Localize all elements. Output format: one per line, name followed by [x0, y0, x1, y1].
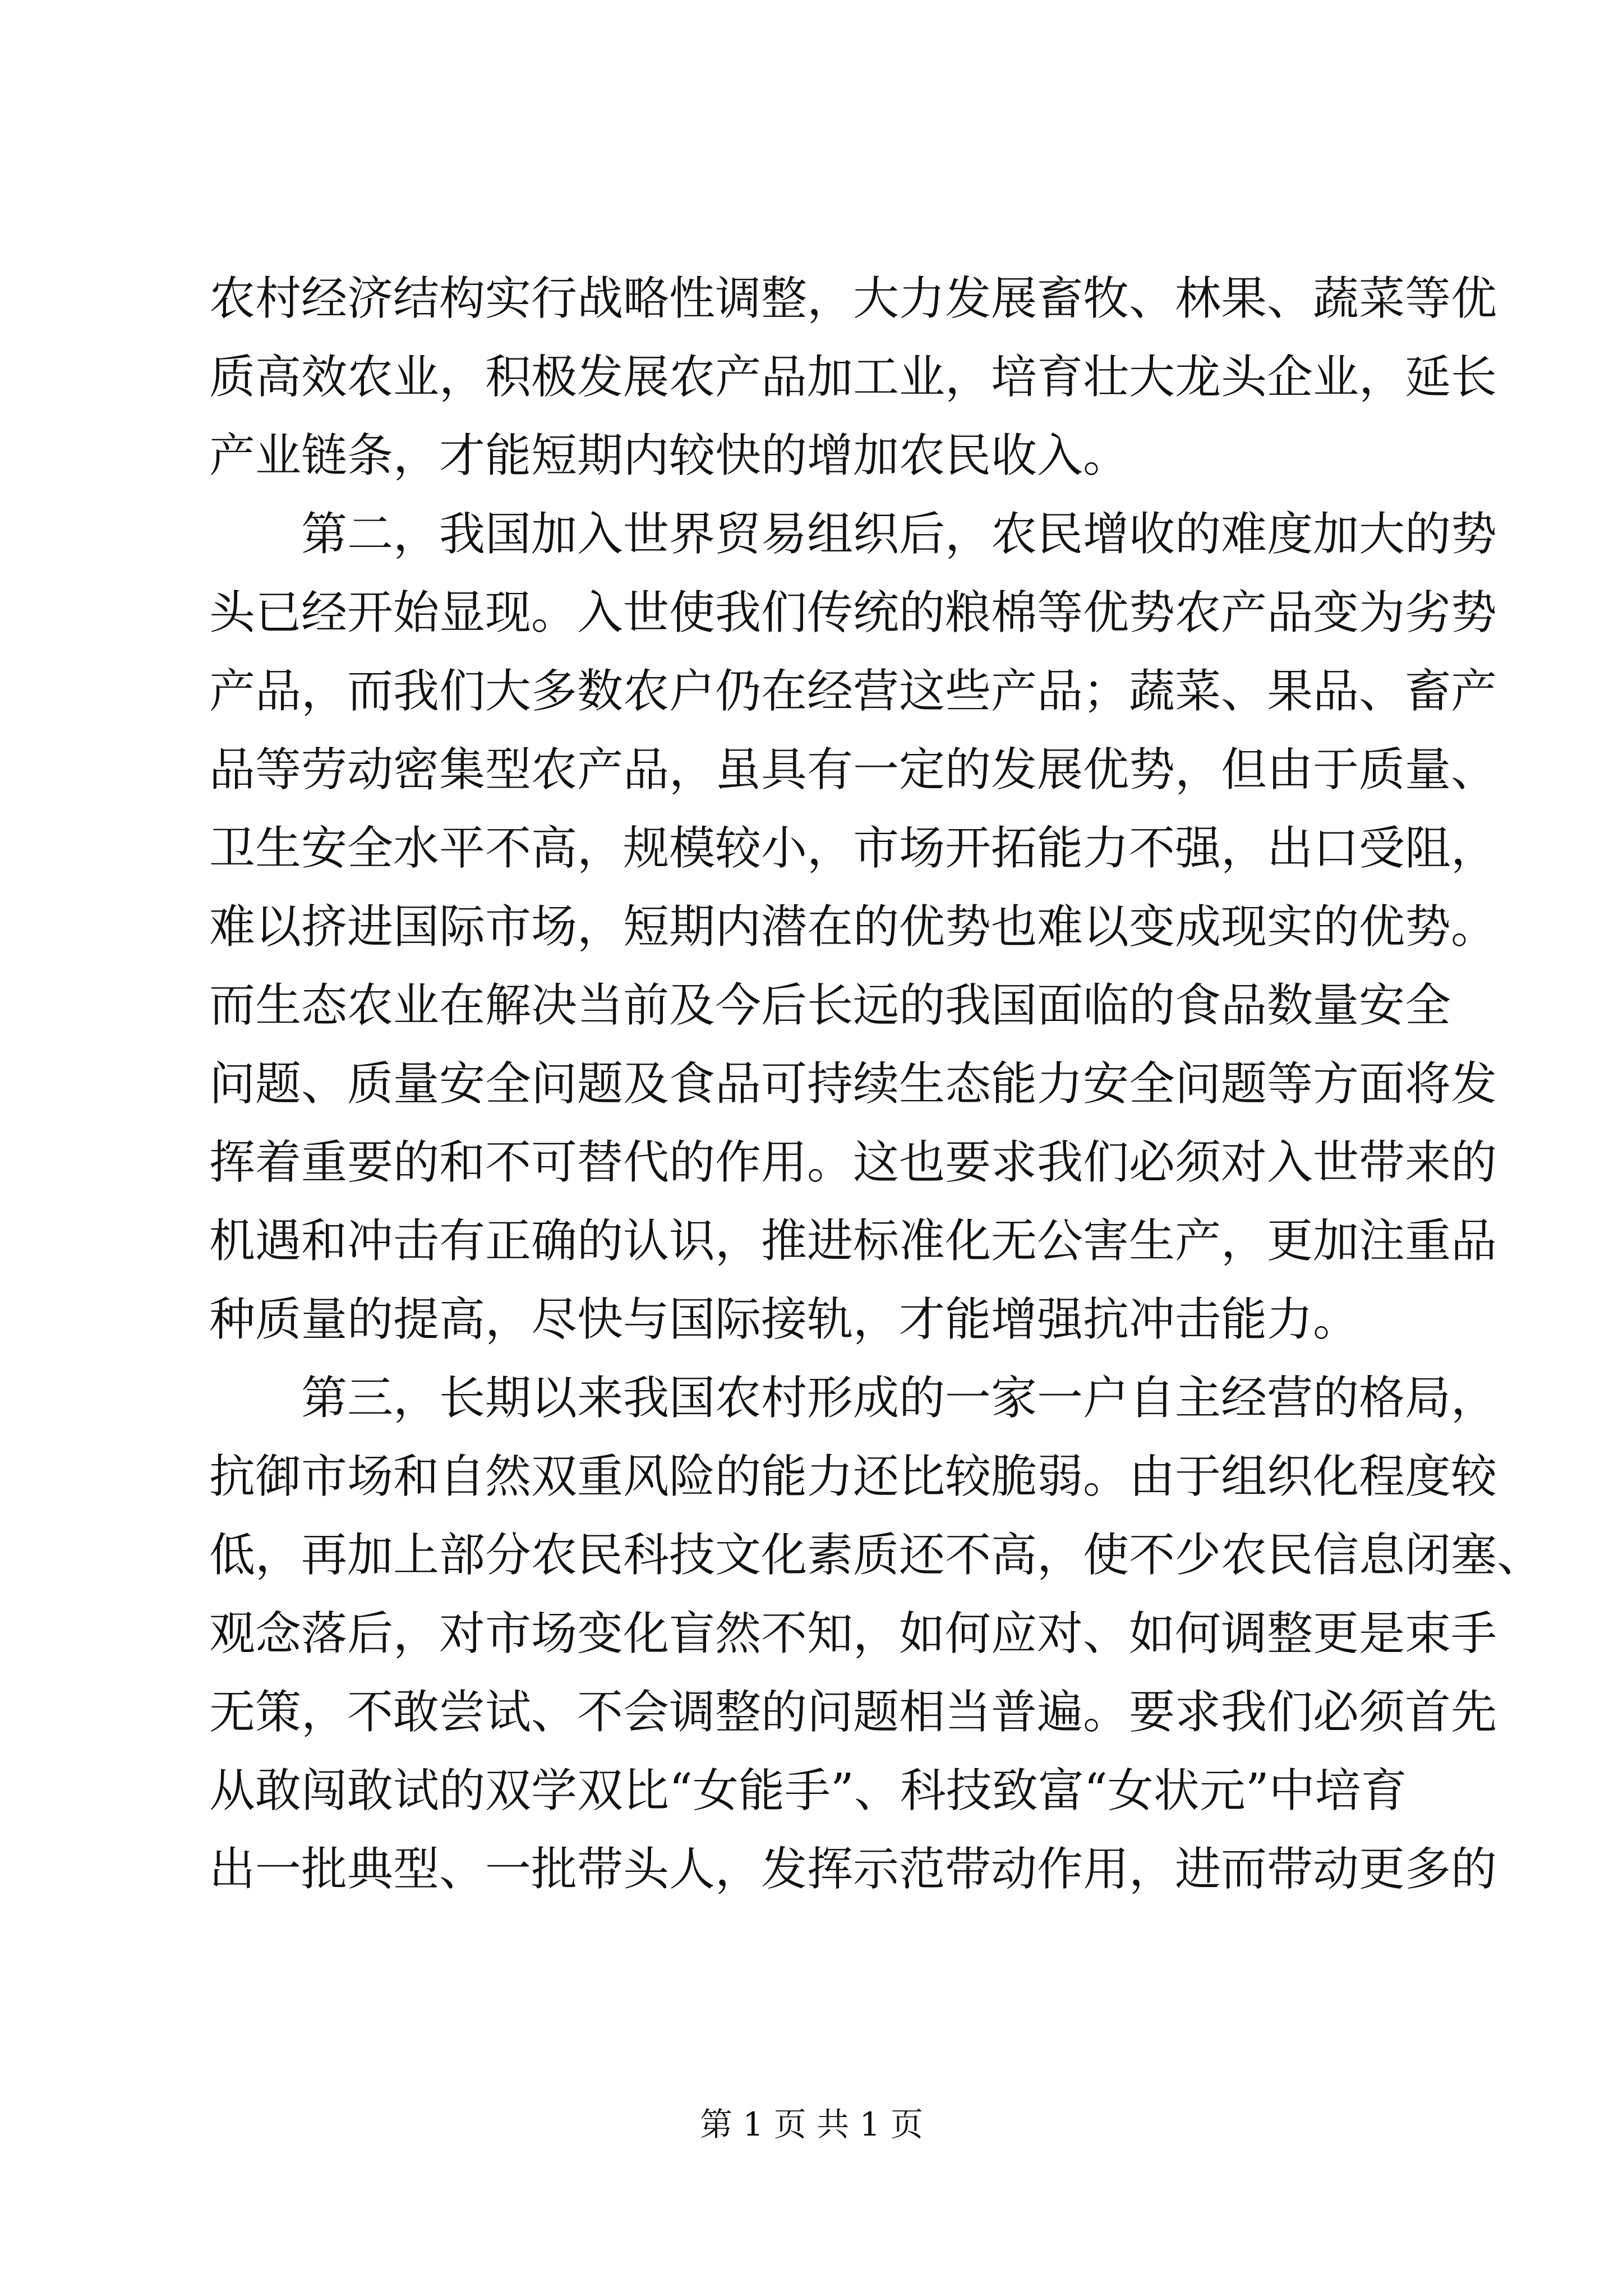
text-line: 产品，而我们大多数农户仍在经营这些产品；蔬菜、果品、畜产	[209, 665, 1497, 718]
paragraph-start-line: 第二，我国加入世界贸易组织后，农民增收的难度加大的势	[301, 508, 1497, 561]
page-footer: 第 1 页 共 1 页	[700, 2105, 923, 2143]
text-line: 而生态农业在解决当前及今后长远的我国面临的食品数量安全	[209, 979, 1451, 1032]
text-line: 卫生安全水平不高，规模较小，市场开拓能力不强，出口受阻，	[209, 822, 1497, 875]
text-line: 难以挤进国际市场，短期内潜在的优势也难以变成现实的优势。	[209, 900, 1497, 954]
text-line: 挥着重要的和不可替代的作用。这也要求我们必须对入世带来的	[209, 1136, 1497, 1189]
paragraph-start-line: 第三，长期以来我国农村形成的一家一户自主经营的格局，	[301, 1372, 1497, 1425]
text-line: 种质量的提高，尽快与国际接轨，才能增强抗冲击能力。	[209, 1293, 1359, 1346]
text-line: 抗御市场和自然双重风险的能力还比较脆弱。由于组织化程度较	[209, 1450, 1497, 1503]
text-line: 低，再加上部分农民科技文化素质还不高，使不少农民信息闭塞、	[209, 1529, 1543, 1582]
text-line: 出一批典型、一批带头人，发挥示范带动作用，进而带动更多的	[209, 1843, 1497, 1896]
text-line: 问题、质量安全问题及食品可持续生态能力安全问题等方面将发	[209, 1057, 1497, 1111]
text-line: 头已经开始显现。入世使我们传统的粮棉等优势农产品变为劣势	[209, 586, 1497, 639]
text-line: 农村经济结构实行战略性调整，大力发展畜牧、林果、蔬菜等优	[209, 272, 1497, 325]
text-line: 品等劳动密集型农产品，虽具有一定的发展优势，但由于质量、	[209, 743, 1497, 797]
text-line: 质高效农业，积极发展农产品加工业，培育壮大龙头企业，延长	[209, 351, 1497, 404]
text-line: 观念落后，对市场变化盲然不知，如何应对、如何调整更是束手	[209, 1607, 1497, 1660]
text-line: 无策，不敢尝试、不会调整的问题相当普遍。要求我们必须首先	[209, 1686, 1497, 1739]
text-line: 从敢闯敢试的双学双比“女能手”、科技致富“女状元”中培育	[209, 1764, 1407, 1818]
text-line: 产业链条，才能短期内较快的增加农民收入。	[209, 429, 1129, 482]
text-line: 机遇和冲击有正确的认识，推进标准化无公害生产，更加注重品	[209, 1214, 1497, 1268]
